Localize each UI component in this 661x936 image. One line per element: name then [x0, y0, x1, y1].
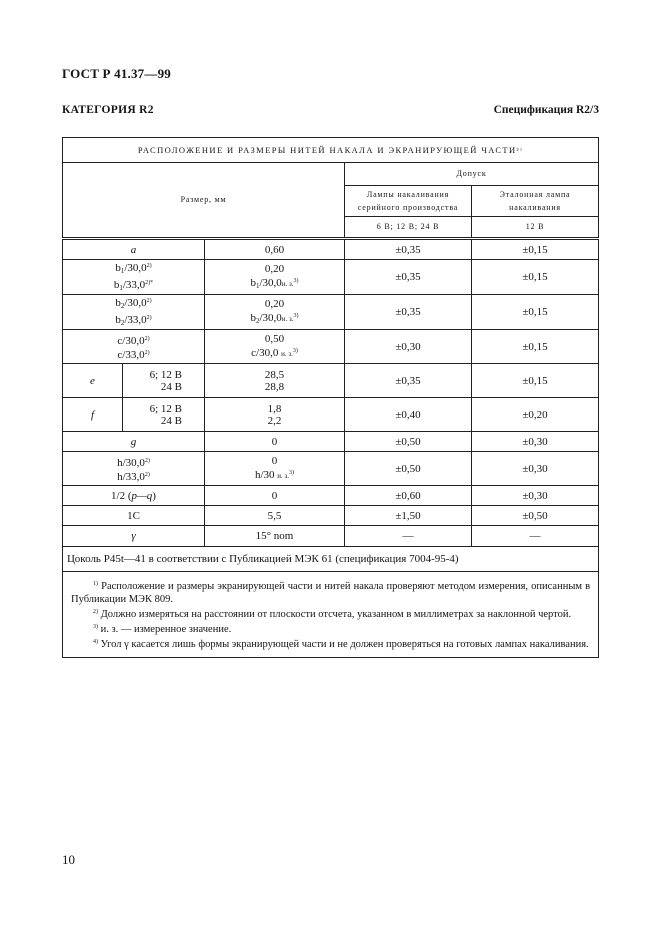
serial-tolerance: ±0,40	[345, 398, 472, 432]
dimension-value: 5,5	[205, 506, 345, 526]
table-row	[63, 239, 599, 260]
reference-tolerance: ±0,30	[472, 486, 599, 506]
table-row	[63, 260, 599, 295]
table-row	[63, 330, 599, 364]
dimension-label: $b_1/30,0^{2)}$ $b_1/33,0^{2)*}$	[63, 260, 205, 295]
dimension-value: 0	[205, 486, 345, 506]
reference-tolerance: ±0,30	[472, 452, 599, 486]
footnote: $^{4)}$ Угол γ касается лишь формы экранирующей части и не должен проверяться на готовых лампах накаливания.	[93, 639, 589, 650]
specification-table-frame	[62, 137, 598, 658]
table-row	[63, 452, 599, 486]
dimension-label: 1/2 (p—q)	[63, 486, 205, 506]
specification-table	[62, 137, 599, 658]
reference-tolerance: —	[472, 526, 599, 547]
serial-tolerance: —	[345, 526, 472, 547]
reference-tolerance: ±0,15	[472, 260, 599, 295]
serial-tolerance: ±0,60	[345, 486, 472, 506]
header-row-1	[63, 163, 599, 186]
dimension-label: e	[63, 364, 123, 398]
voltage-cell: 6; 12 В 24 В	[123, 364, 205, 398]
table-title-row	[63, 138, 599, 163]
table-row	[63, 432, 599, 452]
reference-tolerance: ±0,15	[472, 364, 599, 398]
dimension-label: $b_2/30,0^{2)}$ $b_2/33,0^{2)}$	[63, 295, 205, 330]
table-row	[63, 526, 599, 547]
reference-lamp-header: Эталонная лампа накаливания	[472, 186, 599, 217]
serial-tolerance: ±0,50	[345, 432, 472, 452]
footnote: $^{1)}$ Расположение и размеры экранирующей части и нитей накала проверяют методом измерения, описанным в Публикации МЭК 809.	[71, 581, 591, 605]
reference-tolerance: ±0,15	[472, 239, 599, 260]
table-row	[63, 398, 599, 432]
dimension-value: 0,20 $b_1/30,0и$. з.$^{3)}$	[205, 260, 345, 295]
dimension-value: 0,60	[205, 239, 345, 260]
voltage-cell: 6; 12 В 24 В	[123, 398, 205, 432]
dimension-value: 1,8 2,2	[205, 398, 345, 432]
dimension-label: γ	[63, 526, 205, 547]
dimension-label: f	[63, 398, 123, 432]
footnote: $^{3)}$ и. з. — измеренное значение.	[93, 624, 232, 635]
tolerance-header: Допуск	[345, 163, 599, 186]
serial-tolerance: ±1,50	[345, 506, 472, 526]
reference-tolerance: ±0,20	[472, 398, 599, 432]
serial-tolerance: ±0,35	[345, 295, 472, 330]
specification-label: Спецификация R2/3	[493, 104, 599, 116]
document-code: ГОСТ Р 41.37—99	[62, 66, 171, 81]
dimension-label: 1C	[63, 506, 205, 526]
reference-tolerance: ±0,50	[472, 506, 599, 526]
dimension-label: c/30,0$^{2)}$ c/33,0$^{2)}$	[63, 330, 205, 364]
serial-tolerance: ±0,35	[345, 239, 472, 260]
size-column-header: Размер, мм	[63, 163, 345, 239]
dimension-label: g	[63, 432, 205, 452]
serial-tolerance: ±0,30	[345, 330, 472, 364]
reference-voltage-header: 12 В	[472, 217, 599, 239]
dimension-label: h/30,0$^{2)}$ h/33,0$^{2)}$	[63, 452, 205, 486]
dimension-value: 0,20 $b_2/30,0и$. з.$^{3)}$	[205, 295, 345, 330]
serial-tolerance: ±0,50	[345, 452, 472, 486]
serial-voltage-header: 6 В; 12 В; 24 В	[345, 217, 472, 239]
page-number: 10	[62, 852, 75, 867]
category-label: КАТЕГОРИЯ R2	[62, 104, 154, 116]
dimension-value: 28,5 28,8	[205, 364, 345, 398]
dimension-value: 0,50 c/30,0 и. з.$^{3)}$	[205, 330, 345, 364]
table-row	[63, 364, 599, 398]
table-title: РАСПОЛОЖЕНИЕ И РАЗМЕРЫ НИТЕЙ НАКАЛА И ЭКРАНИРУЮЩЕЙ ЧАСТИ²⁾	[63, 138, 599, 163]
dimension-value: 0 h/30 и. з.$^{3)}$	[205, 452, 345, 486]
notes-row	[63, 572, 599, 658]
dimension-value: 15° nom	[205, 526, 345, 547]
reference-tolerance: ±0,30	[472, 432, 599, 452]
reference-tolerance: ±0,15	[472, 330, 599, 364]
table-row	[63, 295, 599, 330]
cap-text: Цоколь P45t—41 в соответствии с Публикацией МЭК 61 (спецификация 7004-95-4)	[63, 547, 599, 572]
footnote: $^{2)}$ Должно измеряться на расстоянии от плоскости отсчета, указанном в миллиметрах за наклонной чертой.	[93, 609, 572, 620]
serial-tolerance: ±0,35	[345, 260, 472, 295]
dimension-value: 0	[205, 432, 345, 452]
cap-row	[63, 547, 599, 572]
footnotes	[63, 572, 599, 658]
serial-lamps-header: Лампы накаливания серийного производства	[345, 186, 472, 217]
dimension-label: a	[63, 239, 205, 260]
reference-tolerance: ±0,15	[472, 295, 599, 330]
table-row	[63, 486, 599, 506]
table-row	[63, 506, 599, 526]
serial-tolerance: ±0,35	[345, 364, 472, 398]
